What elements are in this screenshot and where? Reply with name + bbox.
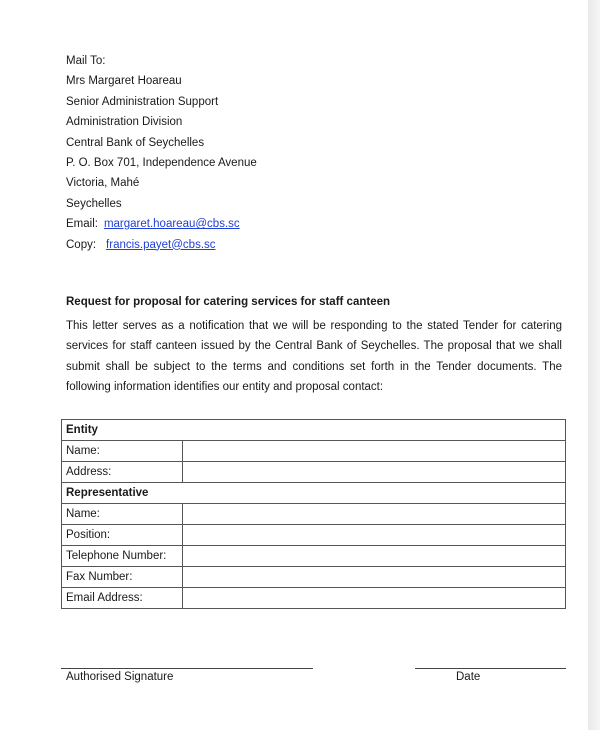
copy-label: Copy: bbox=[66, 238, 97, 251]
rep-phone-label: Telephone Number: bbox=[62, 546, 183, 567]
entity-name-label: Name: bbox=[62, 441, 183, 462]
date-label: Date bbox=[456, 671, 481, 683]
recipient-name: Mrs Margaret Hoareau bbox=[66, 75, 182, 88]
email-label: Email: bbox=[66, 218, 98, 231]
table-row bbox=[62, 504, 566, 525]
rep-position-label: Position: bbox=[62, 525, 183, 546]
table-row bbox=[62, 588, 566, 609]
recipient-po-box: P. O. Box 701, Independence Avenue bbox=[66, 156, 257, 169]
email-link[interactable]: margaret.hoareau@cbs.sc bbox=[103, 218, 240, 231]
date-line[interactable] bbox=[415, 668, 566, 669]
recipient-country: Seychelles bbox=[66, 197, 122, 210]
mail-to-label: Mail To: bbox=[66, 55, 106, 67]
letter-body bbox=[66, 316, 562, 398]
page-edge bbox=[588, 0, 600, 730]
email-line bbox=[66, 214, 257, 234]
entity-address-label: Address: bbox=[62, 462, 183, 483]
copy-line bbox=[66, 235, 257, 255]
entity-heading-row bbox=[62, 420, 566, 441]
rep-fax-label: Fax Number: bbox=[62, 567, 183, 588]
letter-body-paragraph: This letter serves as a notification that we will be responding to the stated Tender for catering services for staff canteen issued by the Central Bank of Seychelles. The proposal that we shall submit shall be subject to the terms and conditions set forth in the Tender documents. The following information identifies our entity and proposal contact: bbox=[66, 320, 562, 394]
rep-phone-field[interactable] bbox=[183, 546, 566, 567]
rep-email-label: Email Address: bbox=[62, 588, 183, 609]
table-row bbox=[62, 546, 566, 567]
copy-email-link[interactable]: francis.payet@cbs.sc bbox=[106, 238, 216, 251]
authorised-signature-label: Authorised Signature bbox=[66, 671, 174, 683]
recipient-address bbox=[66, 51, 257, 255]
rep-email-field[interactable] bbox=[183, 588, 566, 609]
table-row bbox=[62, 462, 566, 483]
recipient-division: Administration Division bbox=[66, 116, 183, 129]
entity-address-field[interactable] bbox=[183, 462, 566, 483]
signature-line[interactable] bbox=[61, 668, 313, 669]
entity-name-field[interactable] bbox=[183, 441, 566, 462]
table-row bbox=[62, 525, 566, 546]
recipient-organization: Central Bank of Seychelles bbox=[66, 136, 205, 149]
rep-position-field[interactable] bbox=[183, 525, 566, 546]
table-row bbox=[62, 567, 566, 588]
representative-heading: Representative bbox=[62, 483, 566, 504]
rep-fax-field[interactable] bbox=[183, 567, 566, 588]
rep-name-label: Name: bbox=[62, 504, 183, 525]
recipient-title: Senior Administration Support bbox=[66, 95, 219, 108]
recipient-city: Victoria, Mahé bbox=[66, 177, 140, 190]
representative-heading-row bbox=[62, 483, 566, 504]
entity-heading: Entity bbox=[62, 420, 566, 441]
rep-name-field[interactable] bbox=[183, 504, 566, 525]
letter-subject: Request for proposal for catering services for staff canteen bbox=[66, 296, 391, 308]
table-row bbox=[62, 441, 566, 462]
contact-form-table bbox=[61, 419, 566, 609]
